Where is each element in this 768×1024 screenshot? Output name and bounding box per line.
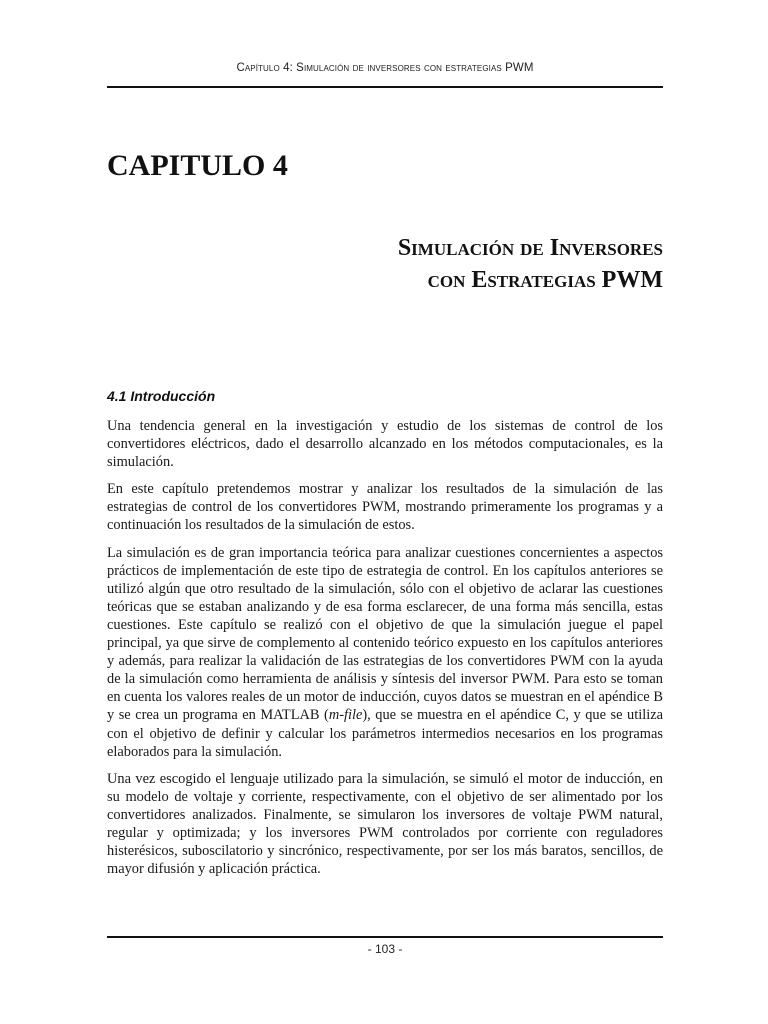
chapter-number: CAPITULO 4 xyxy=(107,149,288,182)
paragraph-4: Una vez escogido el lenguaje utilizado para la simulación, se simuló el motor de inducción, en su modelo de voltaje y corriente, respectivamente, con el objetivo de ser alimentado por los convertidores analizados. Finalmente, se simularon los inversores de voltaje PWM natural, regular y optimizada; y los inversores PWM controlados por corriente con reguladores histerésicos, suboscilatorio y sincrónico, respectivamente, por ser los más baratos, sencillos, de mayor difusión y aplicación práctica. xyxy=(107,770,663,878)
chapter-title-line-1: Simulación de Inversores xyxy=(397,235,663,261)
paragraph-3 xyxy=(107,544,663,761)
running-header: Capítulo 4: Simulación de inversores con estrategias PWM xyxy=(236,62,534,74)
paragraph-3-part-2: ), que se muestra en el apéndice C, y que se utiliza con el objetivo de definir y calcular los parámetros intermedios necesarios en los programas elaborados para la simulación. xyxy=(107,707,663,760)
chapter-title xyxy=(243,232,663,296)
paragraph-2: En este capítulo pretendemos mostrar y analizar los resultados de la simulación de las estrategias de control de los convertidores PWM, mostrando primeramente los programas y a continuación los resultados de la simulación de estos. xyxy=(107,481,663,534)
section-heading: 4.1 Introducción xyxy=(107,388,216,404)
page-number: - 103 - xyxy=(367,942,403,956)
chapter-title-line-2: con Estrategias PWM xyxy=(427,267,663,293)
m-file-term: m-file xyxy=(328,707,363,724)
paragraph-3-part-1: La simulación es de gran importancia teórica para analizar cuestiones concernientes a aspectos prácticos de implementación de este tipo de estrategia de control. En los capítulos anteriores se utilizó algún que otro resultado de la simulación, sólo con el objetivo de aclarar las cuestiones teóricas que se estaban analizando y de esa forma esclarecer, de una forma más sencilla, estas cuestiones. Este capítulo se realizó con el objetivo de que la simulación juegue el papel principal, ya que sirve de complemento al contenido teórico expuesto en los capítulos anteriores y además, para realizar la validación de las estrategias de los convertidores PWM con la ayuda de la simulación como herramienta de análisis y síntesis del inversor PWM. Para esto se toman en cuenta los valores reales de un motor de inducción, cuyos datos se muestran en el apéndice B y se crea un programa en MATLAB ( xyxy=(107,544,663,724)
body-text xyxy=(107,417,663,887)
paragraph-1: Una tendencia general en la investigación y estudio de los sistemas de control de los convertidores eléctricos, dado el desarrollo alcanzado en los métodos computacionales, es la simulación. xyxy=(107,418,663,471)
footer-rule xyxy=(107,936,663,938)
header-rule xyxy=(107,86,663,88)
